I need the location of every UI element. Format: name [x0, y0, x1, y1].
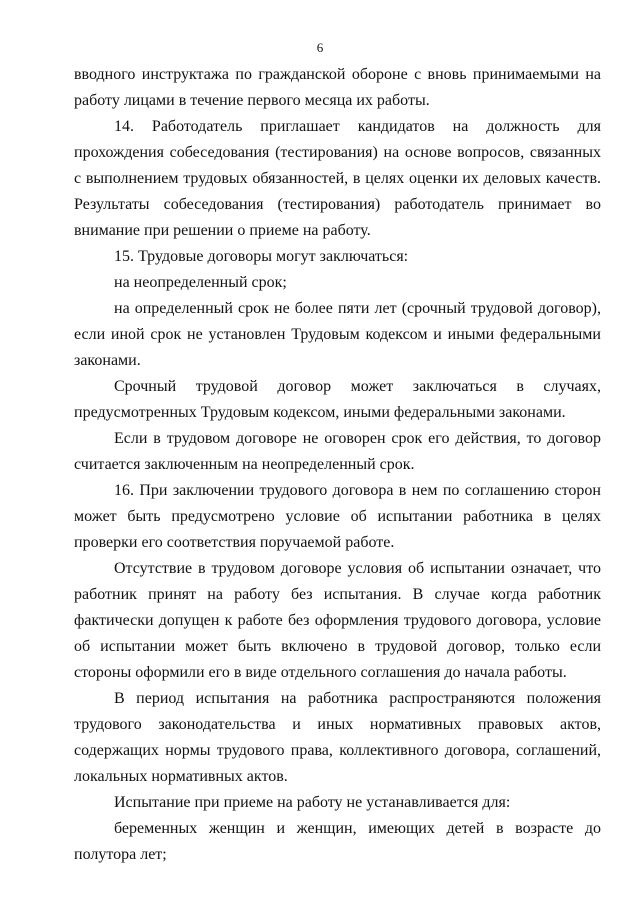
page-number: 6: [316, 40, 324, 55]
paragraph-probation-period: В период испытания на работника распространяются положения трудового законодательства и иных нормативных правовых актов, содержащих нормы трудового права, коллективного договора, соглашений, локальных нормативных актов.: [74, 690, 601, 785]
paragraph-15: 15. Трудовые договоры могут заключаться:: [114, 248, 409, 265]
paragraph-probation-exemptions: Испытание при приеме на работу не устанавливается для:: [114, 794, 511, 811]
paragraph-continuation: вводного инструктажа по гражданской обороне с вновь принимаемыми на работу лицами в течение первого месяца их работы.: [74, 66, 601, 109]
paragraph-term-not-specified: Если в трудовом договоре не оговорен срок его действия, то договор считается заключенным на неопределенный срок.: [74, 430, 601, 473]
paragraph-16: 16. При заключении трудового договора в нем по соглашению сторон может быть предусмотрено условие об испытании работника в целях проверки его соответствия поручаемой работе.: [74, 482, 601, 551]
paragraph-14: 14. Работодатель приглашает кандидатов на должность для прохождения собеседования (тестирования) на основе вопросов, связанных с выполнением трудовых обязанностей, в целях оценки их деловых качеств. Результаты собеседования (тестирования) работодатель принимает во внимание при решении о приеме на работу.: [74, 118, 601, 239]
document-body: [74, 62, 601, 868]
paragraph-no-probation-condition: Отсутствие в трудовом договоре условия об испытании означает, что работник принят на работу без испытания. В случае когда работник фактически допущен к работе без оформления трудового договора, условие об испытании может быть включено в трудовой договор, только если стороны оформили его в виде отдельного соглашения до начала работы.: [74, 560, 601, 681]
paragraph-exemption-pregnant: беременных женщин и женщин, имеющих детей в возрасте до полутора лет;: [74, 820, 601, 863]
paragraph-15-item-fixed-term: на определенный срок не более пяти лет (срочный трудовой договор), если иной срок не установлен Трудовым кодексом и иными федеральными законами.: [74, 300, 601, 369]
paragraph-15-item-indefinite: на неопределенный срок;: [114, 274, 287, 291]
paragraph-fixed-term-cases: Срочный трудовой договор может заключаться в случаях, предусмотренных Трудовым кодексом, иными федеральными законами.: [74, 378, 601, 421]
